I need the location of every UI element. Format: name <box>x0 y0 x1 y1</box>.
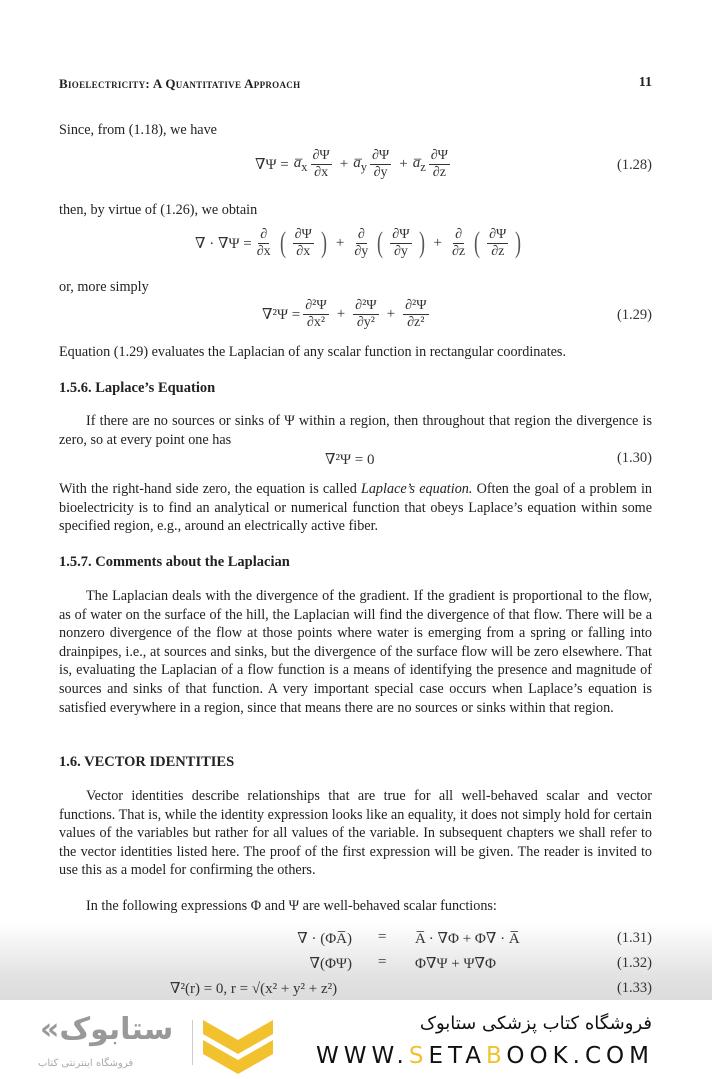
equation-1-29 <box>262 298 432 331</box>
paragraph: Since, from (1.18), we have <box>59 122 217 138</box>
equation-number: (1.29) <box>616 307 652 323</box>
eq-lhs: ∇ · ∇Ψ = <box>195 235 252 252</box>
paragraph: If there are no sources or sinks of Ψ within a region, then throughout that region the divergence is zero, so at every point one has <box>59 413 652 448</box>
fraction: ∂Ψ ∂x <box>294 226 312 259</box>
paragraph: With the right-hand side zero, the equation is called Laplace’s equation. Often the goal of a problem in bioelectricity is to find an analytical or numerical function that obeys Laplace’s equation within some specified region, e.g., around an electrically active fiber. <box>59 481 653 535</box>
plus: + <box>433 234 442 251</box>
eq-lhs: ∇²Ψ = <box>262 307 301 323</box>
identity-rhs: Φ∇Ψ + Ψ∇Φ <box>415 956 496 972</box>
paren: ) <box>320 226 327 259</box>
equation-number: (1.33) <box>616 980 652 996</box>
setabook-chevron-logo-icon <box>203 1018 273 1076</box>
fraction: $\frac{\text{∂²Ψ}}{\text{∂y²}}$ <box>355 298 377 330</box>
paren: ( <box>279 226 286 259</box>
eq-coef: $a̅_z$ <box>412 154 426 174</box>
fraction: ∂Ψ ∂z <box>489 226 507 259</box>
fraction: ∂Ψ ∂y <box>371 148 390 180</box>
store-url[interactable]: WWW.SETABOOK.COM <box>315 1043 654 1069</box>
logo-tagline: فروشگاه اینترنتی کتاب <box>38 1058 134 1069</box>
identity-1-33: ∇²(r) = 0, r = √(x² + y² + z²) <box>170 981 338 997</box>
fraction: $\frac{\text{∂²Ψ}}{\text{∂z²}}$ <box>405 298 427 330</box>
fraction: ∂ ∂z <box>452 226 466 259</box>
section-heading: 1.5.6. Laplace’s Equation <box>59 380 216 396</box>
fraction: $\frac{\text{∂²Ψ}}{\text{∂x²}}$ <box>305 298 327 330</box>
paragraph: Vector identities describe relationships that are true for all well-behaved scalar and vector functions. That is, while the identity expression looks like an equality, it does not simply hold for certain values of the variables but rather for all values of the variable. In subsequent chapters we shall refer to the vector identities listed here. The proof of the first expression will be given. The reader is invited to use this as a model for confirming the others. <box>59 788 653 879</box>
identity-eq: = <box>378 954 387 970</box>
equation-number: (1.28) <box>616 157 652 173</box>
equation-number: (1.31) <box>616 930 652 946</box>
equation-divergence-gradient <box>195 226 525 260</box>
fraction: ∂ ∂x <box>256 226 271 259</box>
equation-number: (1.30) <box>616 450 652 466</box>
plus: + <box>335 234 345 251</box>
eq-lhs: ∇Ψ = <box>255 157 289 173</box>
paren: ) <box>515 226 522 259</box>
plus: + <box>339 156 349 172</box>
paragraph: then, by virtue of (1.26), we obtain <box>59 202 258 218</box>
plus: + <box>336 306 346 322</box>
equation-number: (1.32) <box>616 955 652 971</box>
section-heading: 1.5.7. Comments about the Laplacian <box>59 554 290 570</box>
section-heading: 1.6. VECTOR IDENTITIES <box>59 754 235 770</box>
identity-eq: = <box>378 929 387 945</box>
paragraph: In the following expressions Φ and Ψ are well-behaved scalar functions: <box>86 898 497 914</box>
scan-shadow <box>0 922 712 1000</box>
paragraph: or, more simply <box>59 279 149 295</box>
fraction: ∂Ψ ∂z <box>430 148 448 180</box>
plus: + <box>386 306 396 322</box>
paren: ( <box>474 226 481 259</box>
paragraph: Equation (1.29) evaluates the Laplacian of any scalar function in rectangular coordinates. <box>59 344 566 360</box>
fraction: ∂ ∂y <box>354 226 369 259</box>
divider <box>192 1020 193 1065</box>
paragraph: The Laplacian deals with the divergence of the gradient. If the gradient is proportional to the flow, as of water on the surface of the hill, the Laplacian will find the divergence of that flow. There will be a nonzero divergence of the flow at those points where water is emerging from a spring or falling into drainpipes, i.e., at sources and sinks, but the divergence of the surface flow will be zero elsewhere. That is, evaluating the Laplacian of a flow function is a means of identifying the presence and magnitude of sources and sinks of that function. A very important special case occurs when Laplace’s equation is satisfied everywhere in a region, since that means there are no sources or sinks within that region. <box>59 588 652 716</box>
running-title: Bioelectricity: A Quantitative Approach <box>59 76 301 91</box>
equation-1-28 <box>255 148 453 181</box>
page-number: 11 <box>638 75 652 90</box>
identity-rhs: A̅ · ∇Φ + Φ∇ · A̅ <box>415 931 520 947</box>
paren: ( <box>377 226 384 259</box>
equation-1-30: ∇²Ψ = 0 <box>325 452 375 468</box>
fraction: ∂Ψ ∂x <box>312 148 330 180</box>
paren: ) <box>418 226 425 259</box>
store-name: فروشگاه کتاب پزشکی ستابوک <box>419 1013 652 1034</box>
eq-coef: $a̅_y$ <box>353 154 367 174</box>
fraction: ∂Ψ ∂y <box>392 226 410 259</box>
eq-coef: $a̅_x$ <box>293 154 308 174</box>
setabook-logo-text: «ستابوک <box>40 1012 174 1047</box>
plus: + <box>399 156 408 172</box>
identity-lhs: ∇ · (ΦA̅) <box>297 931 352 947</box>
identity-lhs: ∇(ΦΨ) <box>309 956 352 972</box>
